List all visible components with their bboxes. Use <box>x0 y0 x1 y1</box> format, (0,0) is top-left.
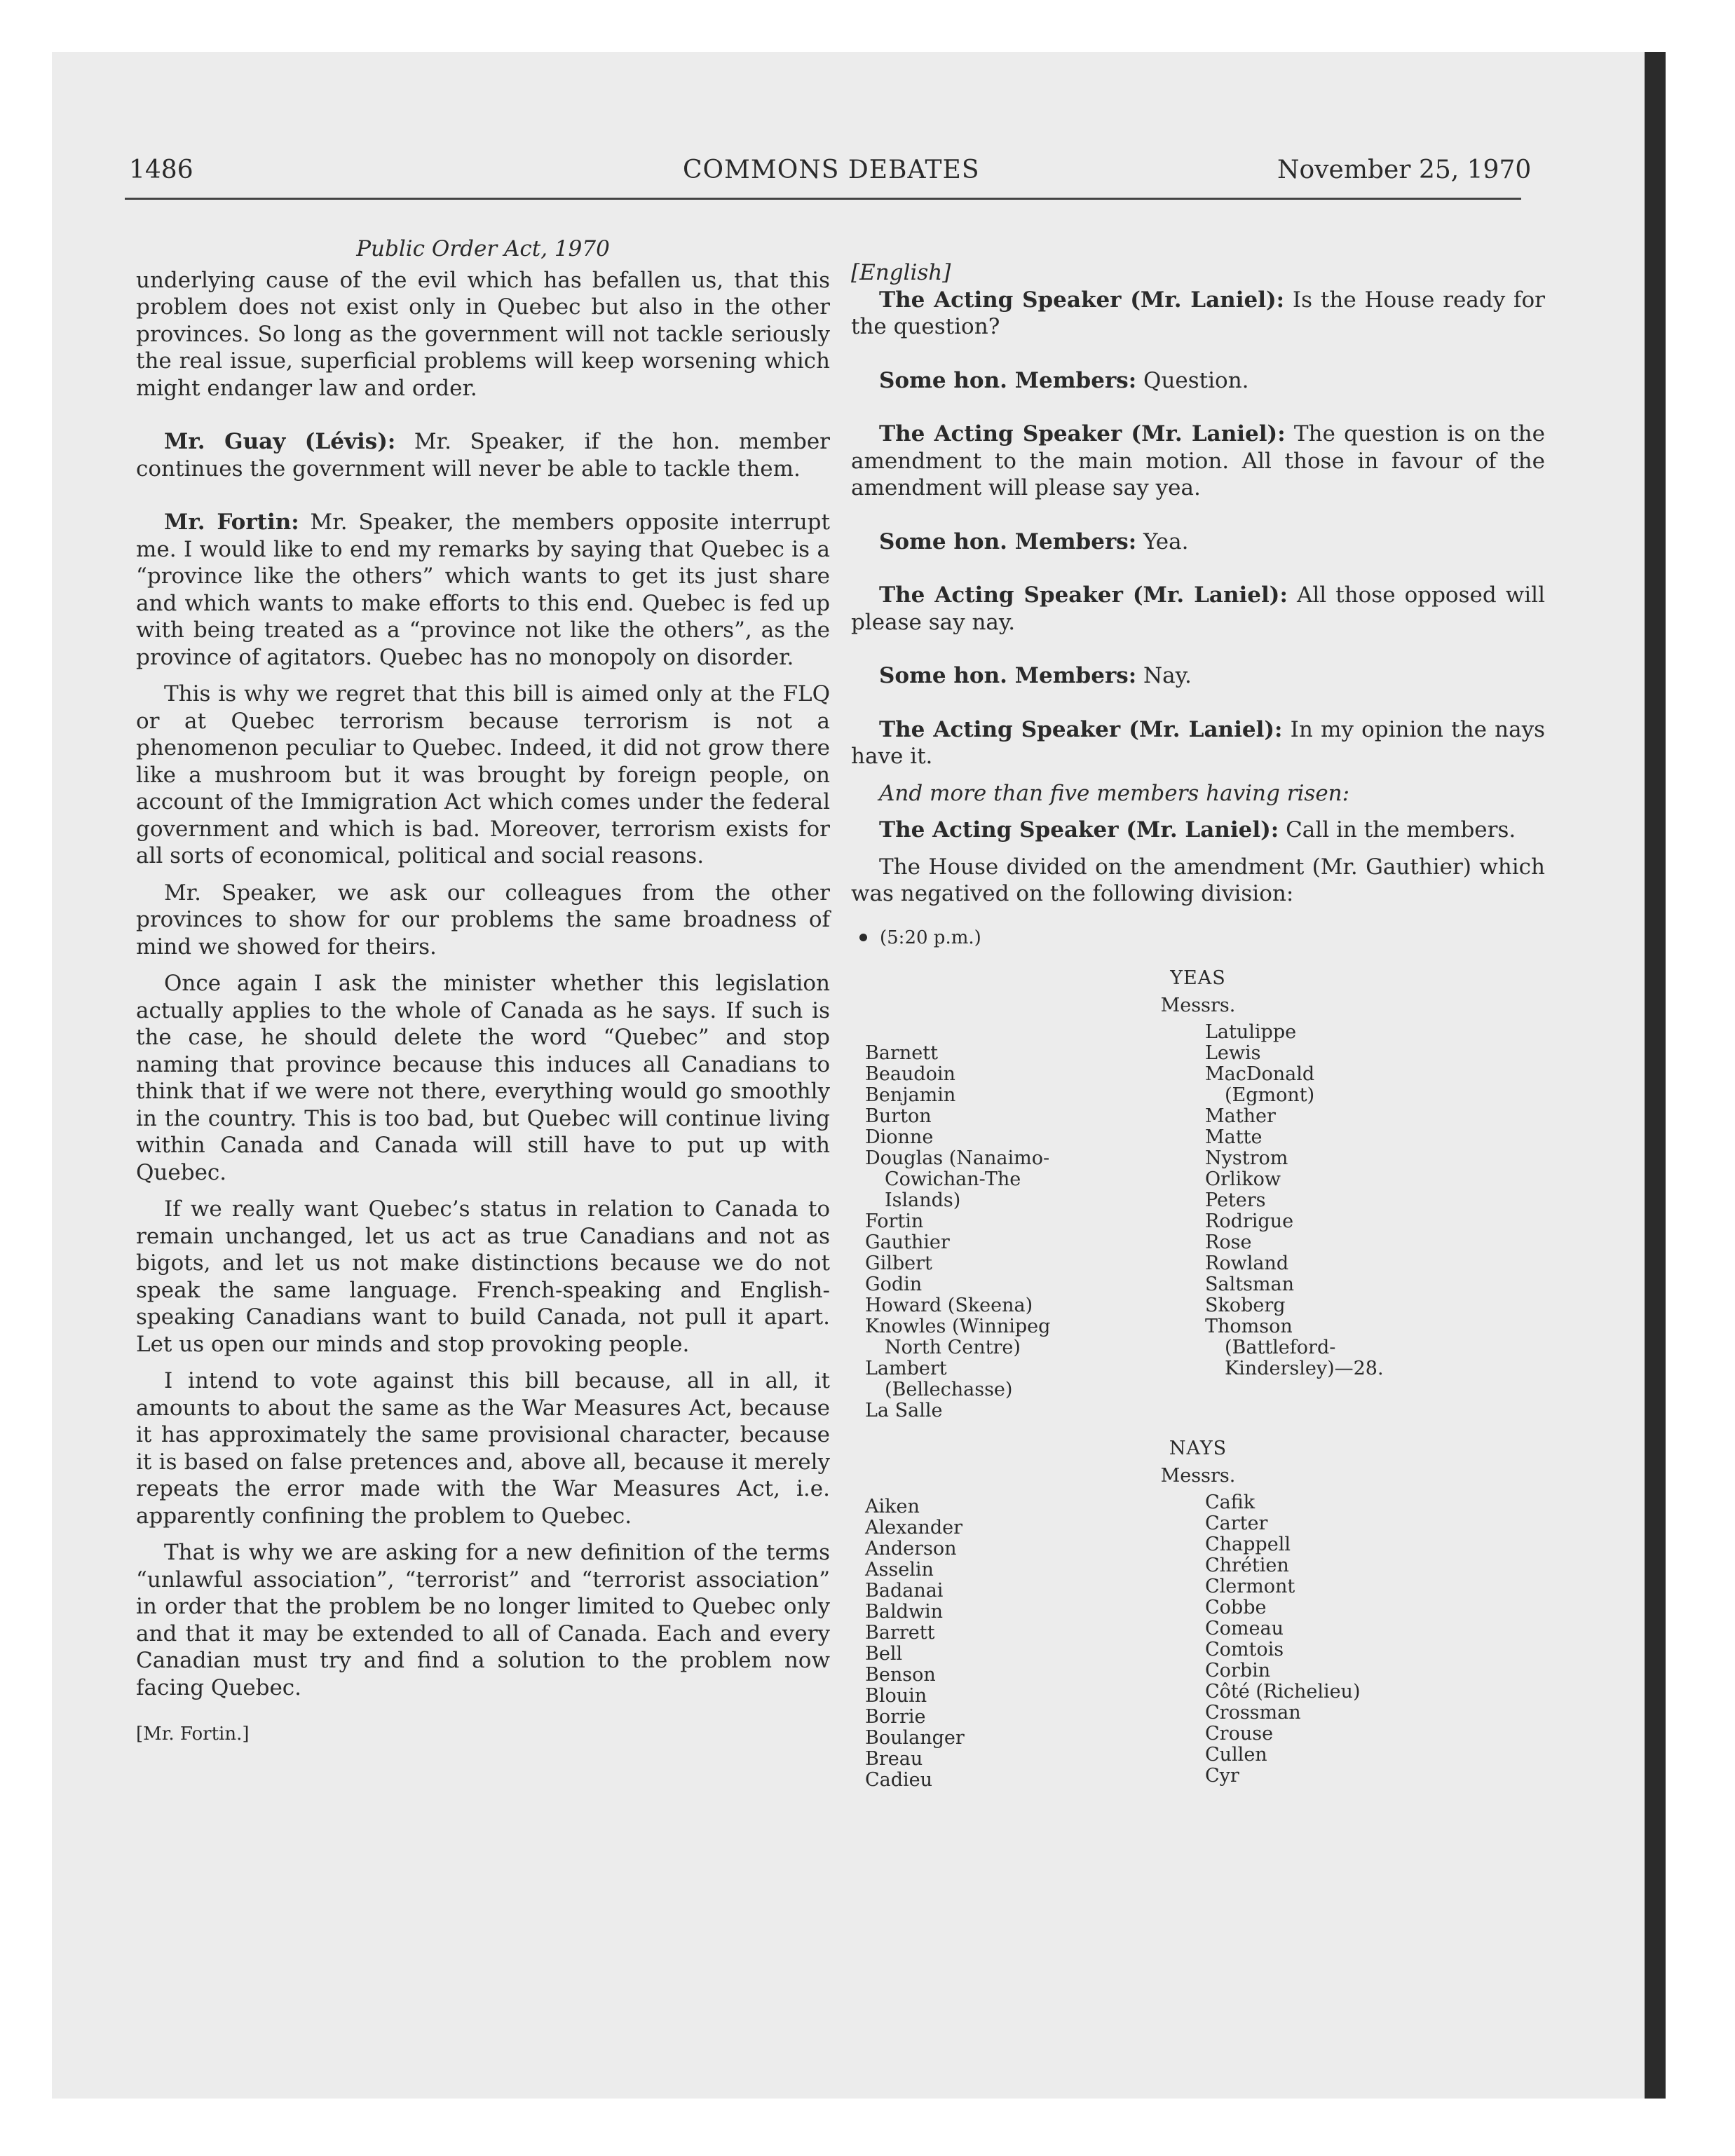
member-name: Cadieu <box>865 1769 933 1791</box>
paragraph: Once again I ask the minister whether this legislation actually applies to the whole of Canada as he says. If such is the case, he should delete the word “Quebec” and stop naming that province because this induces all Canadians to think that if we were not there, everything would go smoothly in the country. This is too bad, but Quebec will continue living within Canada and Canada will still have to put up with Quebec. <box>136 971 830 1185</box>
member-name: Corbin <box>1205 1660 1271 1681</box>
speaker-name: Mr. Guay (Lévis): <box>164 429 396 454</box>
nays-names <box>851 1492 1545 1791</box>
language-note: [English] <box>851 260 951 285</box>
speech-text: Yea. <box>1136 528 1189 554</box>
member-name: Clermont <box>1205 1576 1295 1597</box>
member-name: Fortin <box>865 1210 924 1232</box>
paragraph: This is why we regret that this bill is aimed only at the FLQ or at Quebec terrorism because terrorism is not a phenomenon peculiar to Quebec. Indeed, it did not grow there like a mushroom but it was brought by foreign people, on account of the Immigration Act which comes under the federal government and which is bad. Moreover, terrorism exists for all sorts of economical, political and social reasons. <box>136 681 830 868</box>
member-name: Rose <box>1205 1231 1252 1253</box>
member-name: Crouse <box>1205 1723 1274 1745</box>
member-name: Comtois <box>1205 1639 1284 1660</box>
member-name: Dionne <box>865 1126 934 1148</box>
member-name: Rodrigue <box>1205 1210 1294 1232</box>
member-name: Barrett <box>865 1622 935 1644</box>
speech-paragraph <box>851 582 1545 636</box>
speech-text: All those opposed will please say nay. <box>851 582 1545 635</box>
procedural-note: And more than five members having risen: <box>879 780 1350 806</box>
speech-paragraph <box>851 528 1545 556</box>
member-name: Burton <box>865 1105 932 1127</box>
member-name: Islands) <box>885 1189 961 1211</box>
speech-paragraph <box>136 509 830 671</box>
member-name: Matte <box>1205 1126 1263 1148</box>
speech-paragraph <box>136 428 830 482</box>
member-name: Kindersley)—28. <box>1225 1358 1384 1379</box>
yeas-column-1 <box>851 1022 1198 1421</box>
member-name: Douglas (Nanaimo- <box>865 1147 1050 1169</box>
speaker-name: Mr. Fortin: <box>164 510 299 535</box>
speech-text: Is the House ready for the question? <box>851 287 1545 339</box>
member-name: (Battleford- <box>1225 1337 1336 1358</box>
speech-text: In my opinion the nays have it. <box>851 716 1545 769</box>
speech-text: Mr. Speaker, the members opposite interrupt me. I would like to end my remarks by saying that Quebec is a “province like the others” which wants to get its just share and which wants to make efforts to this end. Quebec is fed up with being treated as a “province not like the others”, as the province of agitators. Quebec has no monopoly on disorder. <box>136 510 830 670</box>
paragraph: That is why we are asking for a new definition of the terms “unlawful association”, “terrorist” and “terrorist association” in order that the problem be no longer limited to Quebec only and that it may be extended to all of Canada. Each and every Canadian must try and find a solution to the problem now facing Quebec. <box>136 1540 830 1700</box>
speaker-name: The Acting Speaker (Mr. Laniel): <box>879 582 1288 608</box>
speech-text: The question is on the amendment to the main motion. All those in favour of the amendment will please say yea. <box>851 421 1545 500</box>
speech-paragraph <box>851 287 1545 341</box>
member-name: Cobbe <box>1205 1597 1267 1618</box>
member-name: Badanai <box>865 1580 944 1602</box>
nays-title: NAYS <box>1169 1438 1227 1459</box>
bullet-icon <box>859 934 867 941</box>
member-name: Benson <box>865 1664 936 1686</box>
member-name: Alexander <box>865 1517 962 1538</box>
paragraph: underlying cause of the evil which has befallen us, that this problem does not exist only in Quebec but also in the other provinces. So long as the government will not tackle seriously the real issue, superficial problems will keep worsening which might endanger law and order. <box>136 267 830 401</box>
paragraph: If we really want Quebec’s status in relation to Canada to remain unchanged, let us act as true Canadians and not as bigots, and let us not make distinctions because we do not speak the same language. French-speaking and English-speaking Canadians want to build Canada, not pull it apart. Let us open our minds and stop provoking people. <box>136 1196 830 1357</box>
yeas-title: YEAS <box>1170 967 1226 989</box>
member-name: Borrie <box>865 1706 926 1728</box>
speaker-name: Some hon. Members: <box>879 663 1137 688</box>
member-name: Bell <box>865 1643 903 1665</box>
division-intro: The House divided on the amendment (Mr. Gauthier) which was negatived on the following division: <box>851 854 1545 906</box>
member-name: Lewis <box>1205 1042 1261 1064</box>
nays-subtitle: Messrs. <box>1160 1464 1236 1487</box>
member-name: Barnett <box>865 1042 938 1064</box>
yeas-subtitle: Messrs. <box>1160 994 1236 1016</box>
left-column <box>136 236 830 1748</box>
speech-paragraph <box>851 421 1545 502</box>
member-name: Mather <box>1205 1105 1276 1127</box>
member-name: Godin <box>865 1274 923 1295</box>
member-name: Skoberg <box>1205 1295 1286 1316</box>
member-name: Cullen <box>1205 1744 1267 1766</box>
publication-title: COMMONS DEBATES <box>683 156 980 184</box>
member-name: North Centre) <box>885 1337 1021 1358</box>
member-name: Nystrom <box>1205 1147 1288 1169</box>
member-name: Cyr <box>1205 1765 1239 1787</box>
member-name: Howard (Skeena) <box>865 1295 1033 1316</box>
speaker-name: The Acting Speaker (Mr. Laniel): <box>879 421 1286 446</box>
division-time <box>851 925 1545 952</box>
member-name: Cowichan-The <box>885 1168 1021 1190</box>
speech-paragraph <box>851 716 1545 770</box>
running-title: Public Order Act, 1970 <box>356 236 610 261</box>
speaker-name: The Acting Speaker (Mr. Laniel): <box>879 716 1283 742</box>
member-name: (Bellechasse) <box>885 1379 1013 1400</box>
member-name: Beaudoin <box>865 1063 955 1085</box>
paragraph: Mr. Speaker, we ask our colleagues from the other provinces to show for our problems the same broadness of mind we showed for theirs. <box>136 880 830 960</box>
footer-speaker-note: [Mr. Fortin.] <box>136 1724 250 1745</box>
member-name: Rowland <box>1205 1253 1289 1274</box>
yeas-names <box>851 1022 1545 1421</box>
member-name: Crossman <box>1205 1702 1301 1724</box>
nays-column-1 <box>851 1492 1198 1791</box>
member-name: Gauthier <box>865 1231 950 1253</box>
speech-paragraph <box>851 367 1545 395</box>
member-name: Orlikow <box>1205 1168 1281 1190</box>
member-name: Carter <box>1205 1513 1268 1534</box>
member-name: Gilbert <box>865 1253 932 1274</box>
speech-text: Call in the members. <box>1279 817 1516 842</box>
speech-text: Nay. <box>1136 663 1192 688</box>
member-name: Comeau <box>1205 1618 1284 1639</box>
member-name: Blouin <box>865 1685 927 1707</box>
member-name: Chappell <box>1205 1534 1291 1555</box>
member-name: Cafik <box>1205 1492 1256 1513</box>
speaker-name: The Acting Speaker (Mr. Laniel): <box>879 287 1285 313</box>
member-name: Latulippe <box>1205 1021 1297 1043</box>
member-name: Côté (Richelieu) <box>1205 1681 1361 1703</box>
scan-edge-bar <box>1645 52 1666 2099</box>
nays-column-2 <box>1198 1492 1545 1791</box>
page-date: November 25, 1970 <box>1277 156 1532 184</box>
speech-text: Question. <box>1136 367 1249 393</box>
page-number: 1486 <box>129 156 193 184</box>
header-rule <box>125 198 1521 200</box>
paragraph: I intend to vote against this bill because, all in all, it amounts to about the same as the War Measures Act, because it has approximately the same provisional character, because it is based on false pretences and, above all, because it merely repeats the error made with the War Measures Act, i.e. apparently confining the problem to Quebec. <box>136 1368 830 1529</box>
speaker-name: The Acting Speaker (Mr. Laniel): <box>879 817 1279 842</box>
member-name: Saltsman <box>1205 1274 1295 1295</box>
member-name: Boulanger <box>865 1727 965 1749</box>
member-name: MacDonald <box>1205 1063 1315 1085</box>
member-name: Lambert <box>865 1358 947 1379</box>
member-name: Breau <box>865 1748 923 1770</box>
member-name: Aiken <box>865 1496 920 1517</box>
division-time-text: (5:20 p.m.) <box>880 927 981 948</box>
member-name: Knowles (Winnipeg <box>865 1316 1051 1337</box>
speaker-name: Some hon. Members: <box>879 528 1137 554</box>
speech-text: Mr. Speaker, if the hon. member continues the government will never be able to tackle them. <box>136 429 830 482</box>
member-name: Thomson <box>1205 1316 1293 1337</box>
member-name: Baldwin <box>865 1601 943 1623</box>
speaker-name: Some hon. Members: <box>879 367 1137 393</box>
yeas-column-2 <box>1198 1022 1545 1421</box>
right-column <box>851 259 1545 1791</box>
speech-paragraph <box>851 817 1545 844</box>
member-name: Asselin <box>865 1559 934 1581</box>
member-name: Benjamin <box>865 1084 956 1106</box>
member-name: (Egmont) <box>1225 1084 1315 1106</box>
speech-paragraph <box>851 662 1545 690</box>
member-name: Anderson <box>865 1538 957 1560</box>
member-name: La Salle <box>865 1400 943 1421</box>
member-name: Chrétien <box>1205 1555 1289 1576</box>
member-name: Peters <box>1205 1189 1266 1211</box>
